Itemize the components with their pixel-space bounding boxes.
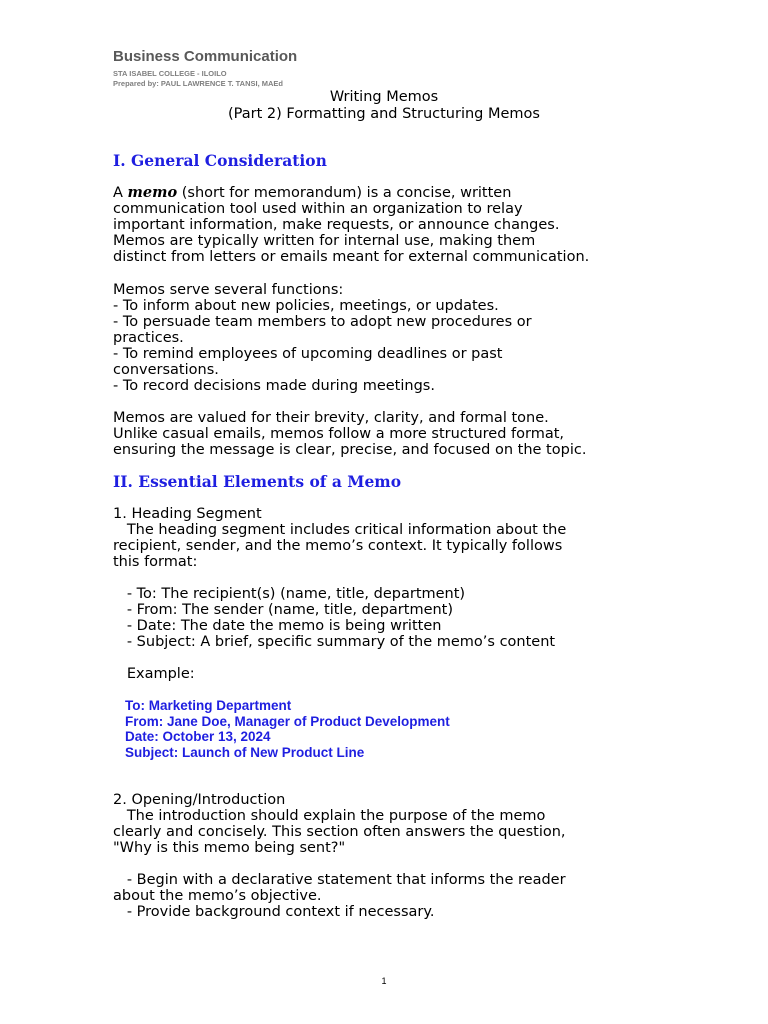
list-item: practices. [113,330,184,346]
paragraph-line: Memos serve several functions: [113,282,344,298]
example-label [113,666,673,682]
example-subject-line: Subject: Launch of New Product Line [125,744,365,760]
course-title: Business Communication [113,48,298,65]
list-item: conversations. [113,362,219,378]
list-item: - To record decisions made during meetings. [113,378,435,394]
opening-points [113,872,673,920]
section-heading-essential-elements: II. Essential Elements of a Memo [113,472,402,491]
list-item: - To remind employees of upcoming deadlines or past [113,346,503,362]
paragraph-line: Memos are valued for their brevity, clarity, and formal tone. [113,410,549,426]
list-item: about the memo’s objective. [113,888,322,904]
paragraph-line: recipient, sender, and the memo’s context. It typically follows [113,538,563,554]
value-paragraph [113,410,673,458]
paragraph-line: "Why is this memo being sent?" [113,840,346,856]
intro-first-line [113,185,673,201]
subsection-title: 1. Heading Segment [113,506,262,522]
example-date-line: Date: October 13, 2024 [125,729,271,744]
paragraph-line: Unlike casual emails, memos follow a more structured format, [113,426,565,442]
list-item: - Begin with a declarative statement that informs the reader [113,872,566,888]
list-item: - Date: The date the memo is being written [113,618,442,634]
paragraph-line: ensuring the message is clear, precise, and focused on the topic. [113,442,587,458]
prepared-by: Prepared by: PAUL LAWRENCE T. TANSI, MAEd [113,79,284,88]
paragraph-line: Memos are typically written for internal use, making them [113,233,536,249]
paragraph-line: clearly and concisely. This section often answers the question, [113,824,566,840]
intro-paragraph [113,185,673,265]
document-title: Writing Memos [329,89,439,105]
heading-segment-paragraph [113,506,673,570]
paragraph-line: The heading segment includes critical information about the [113,522,567,538]
list-item: - Provide background context if necessary. [113,904,435,920]
intro-prefix: A [113,185,128,201]
section-heading-general-consideration: I. General Consideration [113,151,327,170]
list-item: - To: The recipient(s) (name, title, department) [113,586,466,602]
page-number: 1 [381,976,387,986]
school-name: STA ISABEL COLLEGE - ILOILO [113,69,227,78]
example-to-line: To: Marketing Department [125,698,292,713]
paragraph-line: this format: [113,554,198,570]
list-item: - Subject: A brief, specific summary of the memo’s content [113,634,556,650]
list-item: - From: The sender (name, title, department) [113,602,454,618]
opening-paragraph [113,792,673,856]
intro-rest: (short for memorandum) is a concise, written [177,185,512,201]
example-label-text: Example: [113,666,195,682]
functions-paragraph [113,282,673,394]
paragraph-line: The introduction should explain the purpose of the memo [113,808,546,824]
format-list [113,586,673,650]
list-item: - To persuade team members to adopt new procedures or [113,314,532,330]
paragraph-line: distinct from letters or emails meant for external communication. [113,249,590,265]
subsection-title: 2. Opening/Introduction [113,792,286,808]
example-memo-header [125,698,450,760]
memo-term: memo [127,184,178,201]
example-from-line: From: Jane Doe, Manager of Product Development [125,713,450,729]
paragraph-line: communication tool used within an organization to relay [113,201,523,217]
list-item: - To inform about new policies, meetings, or updates. [113,298,499,314]
paragraph-line: important information, make requests, or announce changes. [113,217,560,233]
document-subtitle: (Part 2) Formatting and Structuring Memos [228,106,540,122]
